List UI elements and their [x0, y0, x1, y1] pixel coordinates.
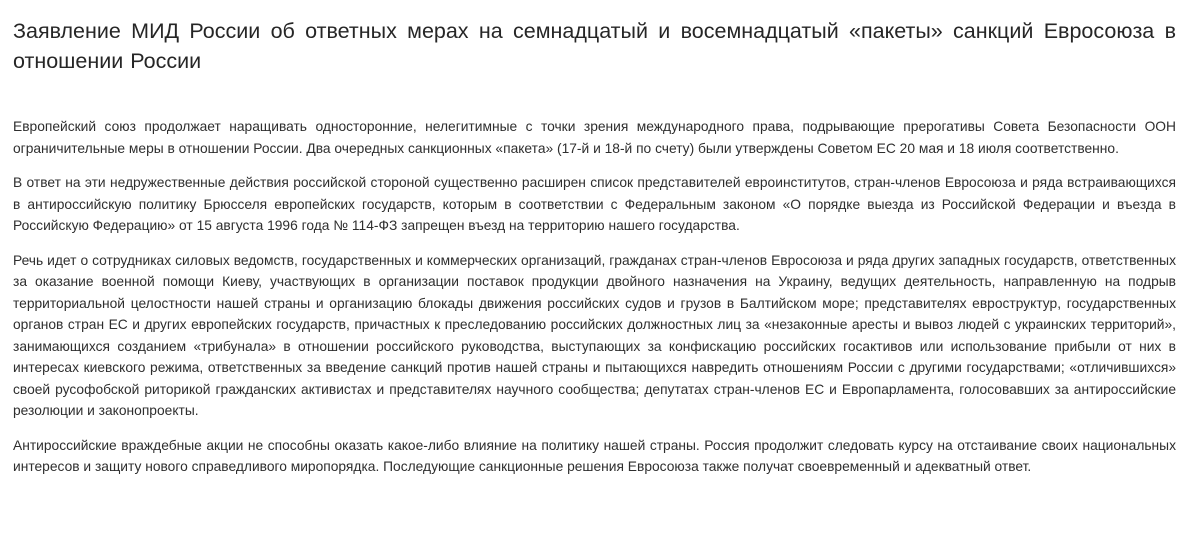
paragraph-1: Европейский союз продолжает наращивать односторонние, нелегитимные с точки зрения международного права, подрывающие прерогативы Совета Безопасности ООН ограничительные меры в отношении России. Два очередных санкционных «пакета» (17-й и 18-й по счету) были утверждены Советом ЕС 20 мая и 18 июля соответственно. — [13, 119, 1176, 156]
article-title: Заявление МИД России об ответных мерах на семнадцатый и восемнадцатый «пакеты» санкций Евросоюза в отношении России — [13, 19, 1176, 73]
paragraph-3: Речь идет о сотрудниках силовых ведомств, государственных и коммерческих организаций, гражданах стран-членов Евросоюза и ряда других западных государств, ответственных за оказание военной помощи Киеву, участвующих в организации поставок продукции двойного назначения на Украину, ведущих деятельность, направленную на подрыв территориальной целостности нашей страны и организацию блокады движения российских судов и грузов в Балтийском море; представителях евроструктур, государственных органов стран ЕС и других европейских государств, причастных к преследованию российских должностных лиц за «незаконные аресты и вывоз людей с украинских территорий», занимающихся созданием «трибунала» в отношении российского руководства, выступающих за конфискацию российских госактивов или использование прибыли от них в интересах киевского режима, ответственных за введение санкций против нашей страны и пытающихся навредить отношениям России с другими государствами; «отличившихся» своей русофобской риторикой гражданских активистах и представителях научного сообщества; депутатах стран-членов ЕС и Европарламента, голосовавших за антироссийские резолюции и законопроекты. — [13, 252, 1176, 418]
article-body — [13, 116, 1176, 478]
paragraph-4: Антироссийские враждебные акции не способны оказать какое-либо влияние на политику нашей страны. Россия продолжит следовать курсу на отстаивание своих национальных интересов и защиту нового справедливого миропорядка. Последующие санкционные решения Евросоюза также получат своевременный и адекватный ответ. — [13, 437, 1176, 474]
paragraph-2: В ответ на эти недружественные действия российской стороной существенно расширен список представителей евроинститутов, стран-членов Евросоюза и ряда встраивающихся в антироссийскую политику Брюсселя европейских государств, которым в соответствии с Федеральным законом «О порядке выезда из Российской Федерации и въезда в Российскую Федерацию» от 15 августа 1996 года № 114-ФЗ запрещен въезд на территорию нашего государства. — [13, 175, 1176, 233]
